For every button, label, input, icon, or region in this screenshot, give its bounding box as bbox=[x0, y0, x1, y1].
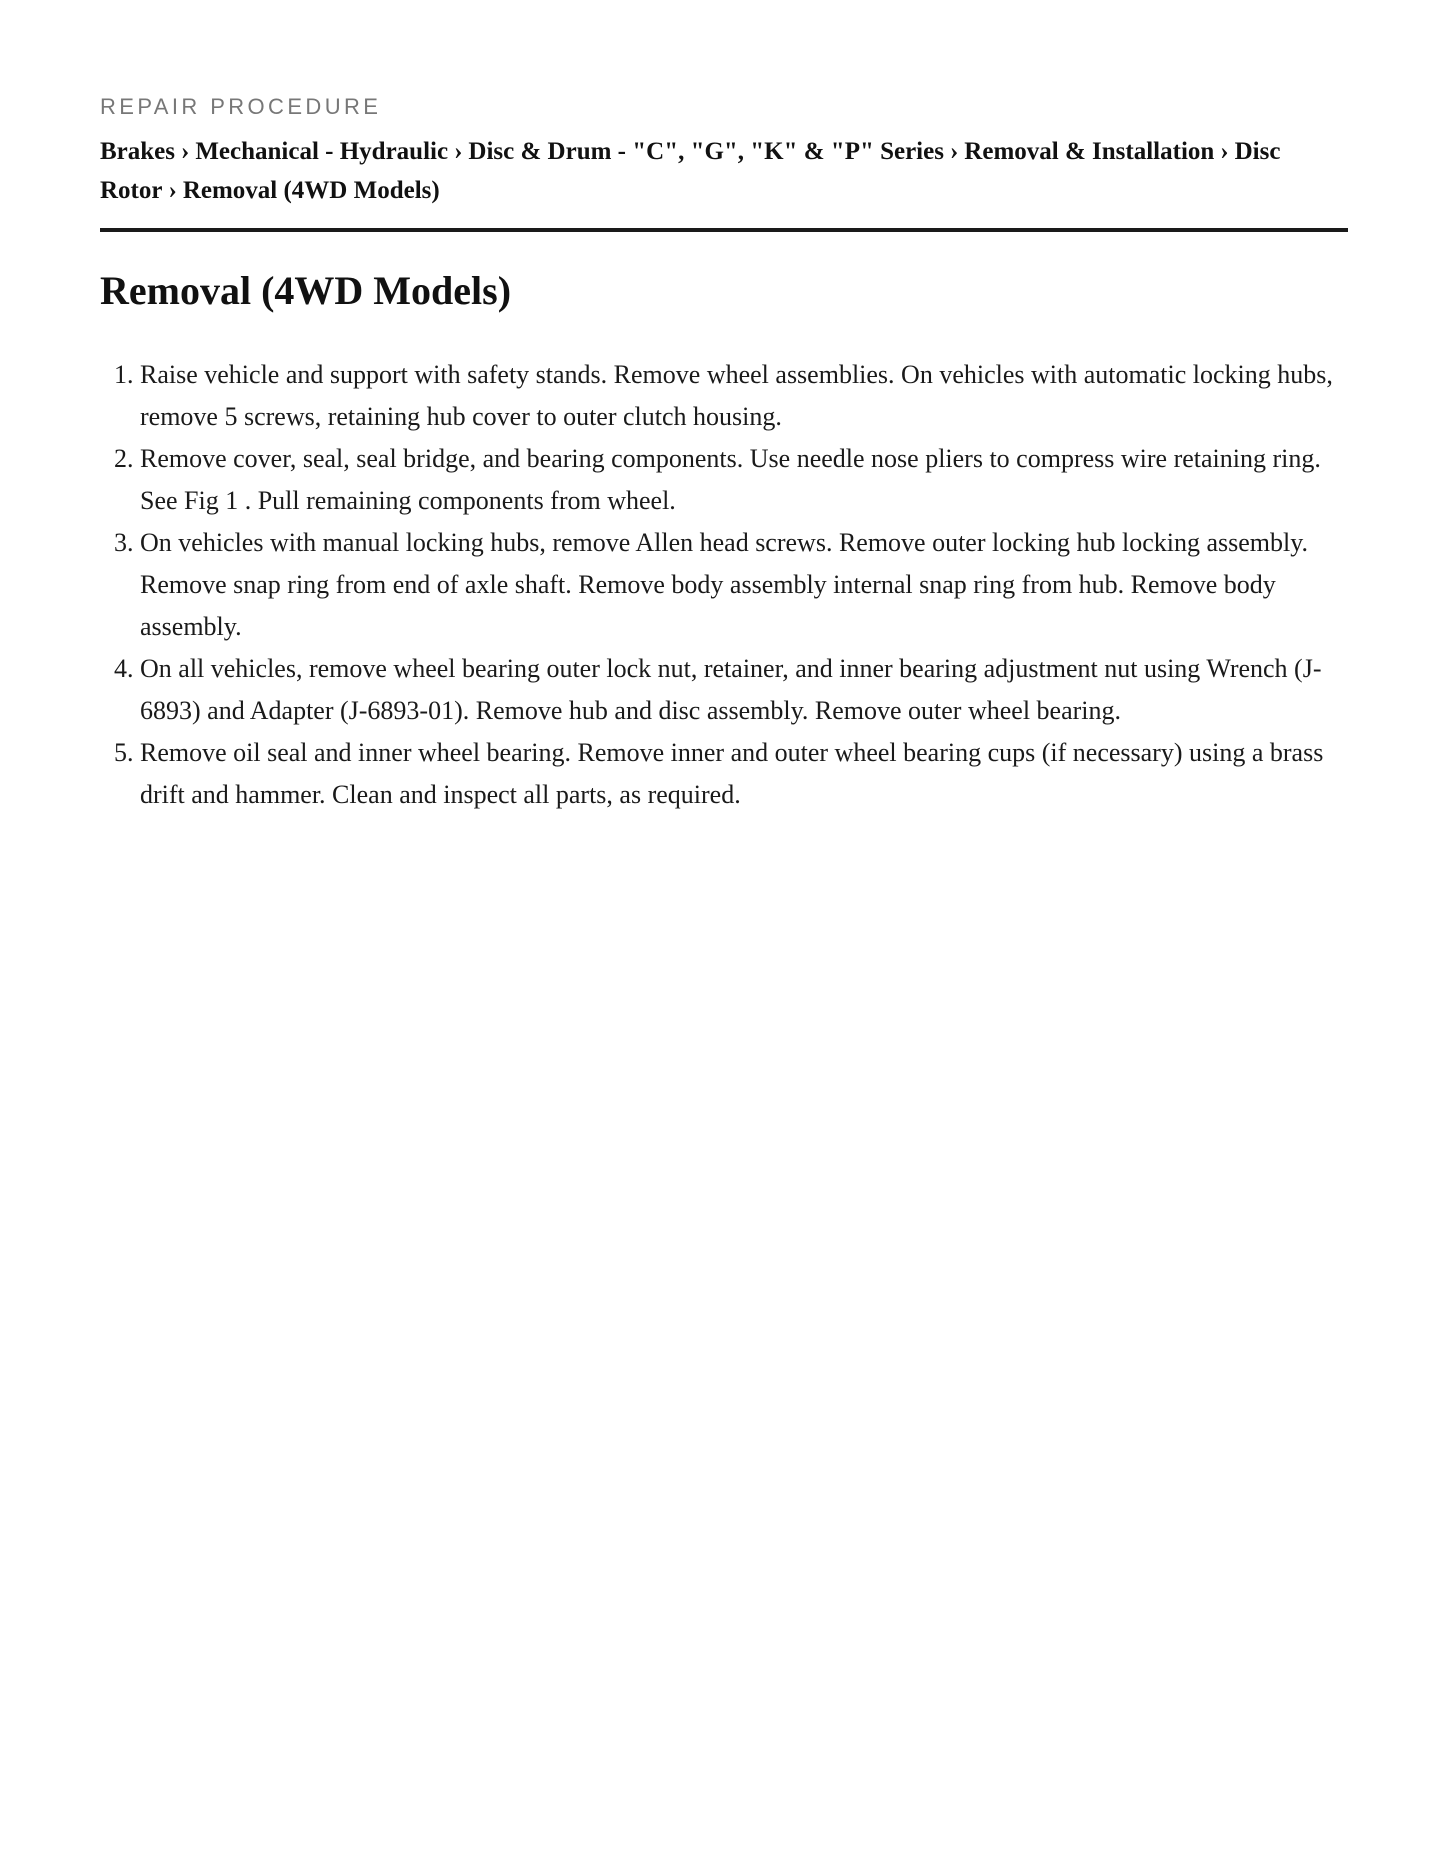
procedure-step: 5. Remove oil seal and inner wheel bearing. Remove inner and outer wheel bearing cups (if necessary) using a brass drift and hammer. Clean and inspect all parts, as required. bbox=[140, 732, 1348, 816]
procedure-step: 4. On all vehicles, remove wheel bearing outer lock nut, retainer, and inner bearing adjustment nut using Wrench (J-6893) and Adapter (J-6893-01). Remove hub and disc assembly. Remove outer wheel bearing. bbox=[140, 648, 1348, 732]
breadcrumb-item[interactable]: Removal & Installation bbox=[964, 138, 1215, 165]
page-title: Removal (4WD Models) bbox=[100, 268, 512, 313]
breadcrumb bbox=[100, 132, 1348, 232]
breadcrumb-separator: › bbox=[949, 138, 959, 165]
breadcrumb-separator: › bbox=[1220, 138, 1229, 165]
procedure-step: 3. On vehicles with manual locking hubs, remove Allen head screws. Remove outer locking hub locking assembly. Remove snap ring from end of axle shaft. Remove body assembly internal snap ring from hub. Remove body assembly. bbox=[140, 522, 1348, 648]
breadcrumb-item[interactable]: Brakes bbox=[100, 138, 175, 165]
breadcrumb-item[interactable]: Disc & Drum - "C", "G", "K" & "P" Series bbox=[468, 138, 944, 165]
breadcrumb-current: Removal (4WD Models) bbox=[182, 177, 440, 204]
procedure-steps-list bbox=[100, 354, 1348, 816]
breadcrumb-separator: › bbox=[454, 138, 463, 165]
breadcrumb-item[interactable]: Disc Rotor bbox=[100, 138, 1281, 204]
breadcrumb-separator: › bbox=[168, 177, 177, 204]
section-kicker: REPAIR PROCEDURE bbox=[100, 94, 382, 119]
procedure-step: 2. Remove cover, seal, seal bridge, and bearing components. Use needle nose pliers to compress wire retaining ring. See Fig 1 . Pull remaining components from wheel. bbox=[140, 438, 1348, 522]
procedure-step: 1. Raise vehicle and support with safety stands. Remove wheel assemblies. On vehicles with automatic locking hubs, remove 5 screws, retaining hub cover to outer clutch housing. bbox=[140, 354, 1348, 438]
document-page bbox=[100, 92, 1348, 816]
breadcrumb-separator: › bbox=[181, 138, 190, 165]
breadcrumb-item[interactable]: Mechanical - Hydraulic bbox=[195, 138, 449, 165]
